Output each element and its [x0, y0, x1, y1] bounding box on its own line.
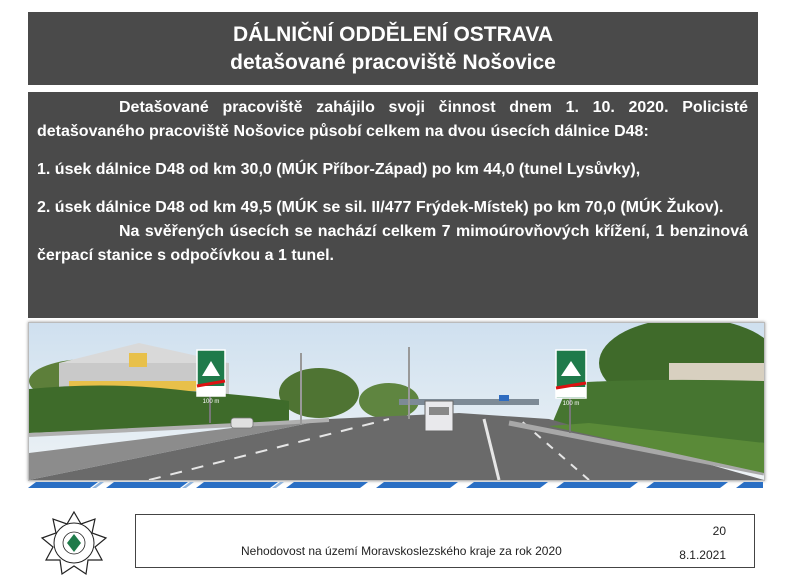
section-2-item: 2. úsek dálnice D48 od km 49,5 (MÚK se sil. II/477 Frýdek-Místek) po km 70,0 (MÚK Žukov). — [37, 199, 724, 216]
page-subtitle: detašované pracoviště Nošovice — [230, 51, 556, 74]
footer-caption: Nehodovost na území Moravskoslezského kraje za rok 2020 — [241, 544, 562, 558]
left-sign-distance: 100 m — [202, 399, 220, 405]
motorway-photo — [28, 322, 765, 481]
summary-paragraph: Na svěřených úsecích se nachází celkem 7 mimoúrovňových křížení, 1 benzinová čerpací stanice s odpočívkou a 1 tunel. — [37, 223, 748, 264]
decorative-stripe — [28, 482, 763, 488]
intro-paragraph: Detašované pracoviště zahájilo svoji činnost dnem 1. 10. 2020. Policisté detašovaného pracoviště Nošovice působí celkem na dvou úsecích dálnice D48: — [37, 99, 748, 140]
section-1-item: 1. úsek dálnice D48 od km 30,0 (MÚK Příbor-Západ) po km 44,0 (tunel Lysůvky), — [37, 161, 641, 178]
title-banner — [28, 12, 758, 85]
footer-box — [135, 514, 755, 568]
police-logo — [40, 510, 108, 578]
page-number: 20 — [712, 524, 726, 538]
page-title: DÁLNIČNÍ ODDĚLENÍ OSTRAVA — [232, 23, 554, 46]
footer-date: 8.1.2021 — [679, 548, 726, 562]
right-sign-distance: 100 m — [562, 401, 580, 407]
description-box — [28, 92, 758, 318]
